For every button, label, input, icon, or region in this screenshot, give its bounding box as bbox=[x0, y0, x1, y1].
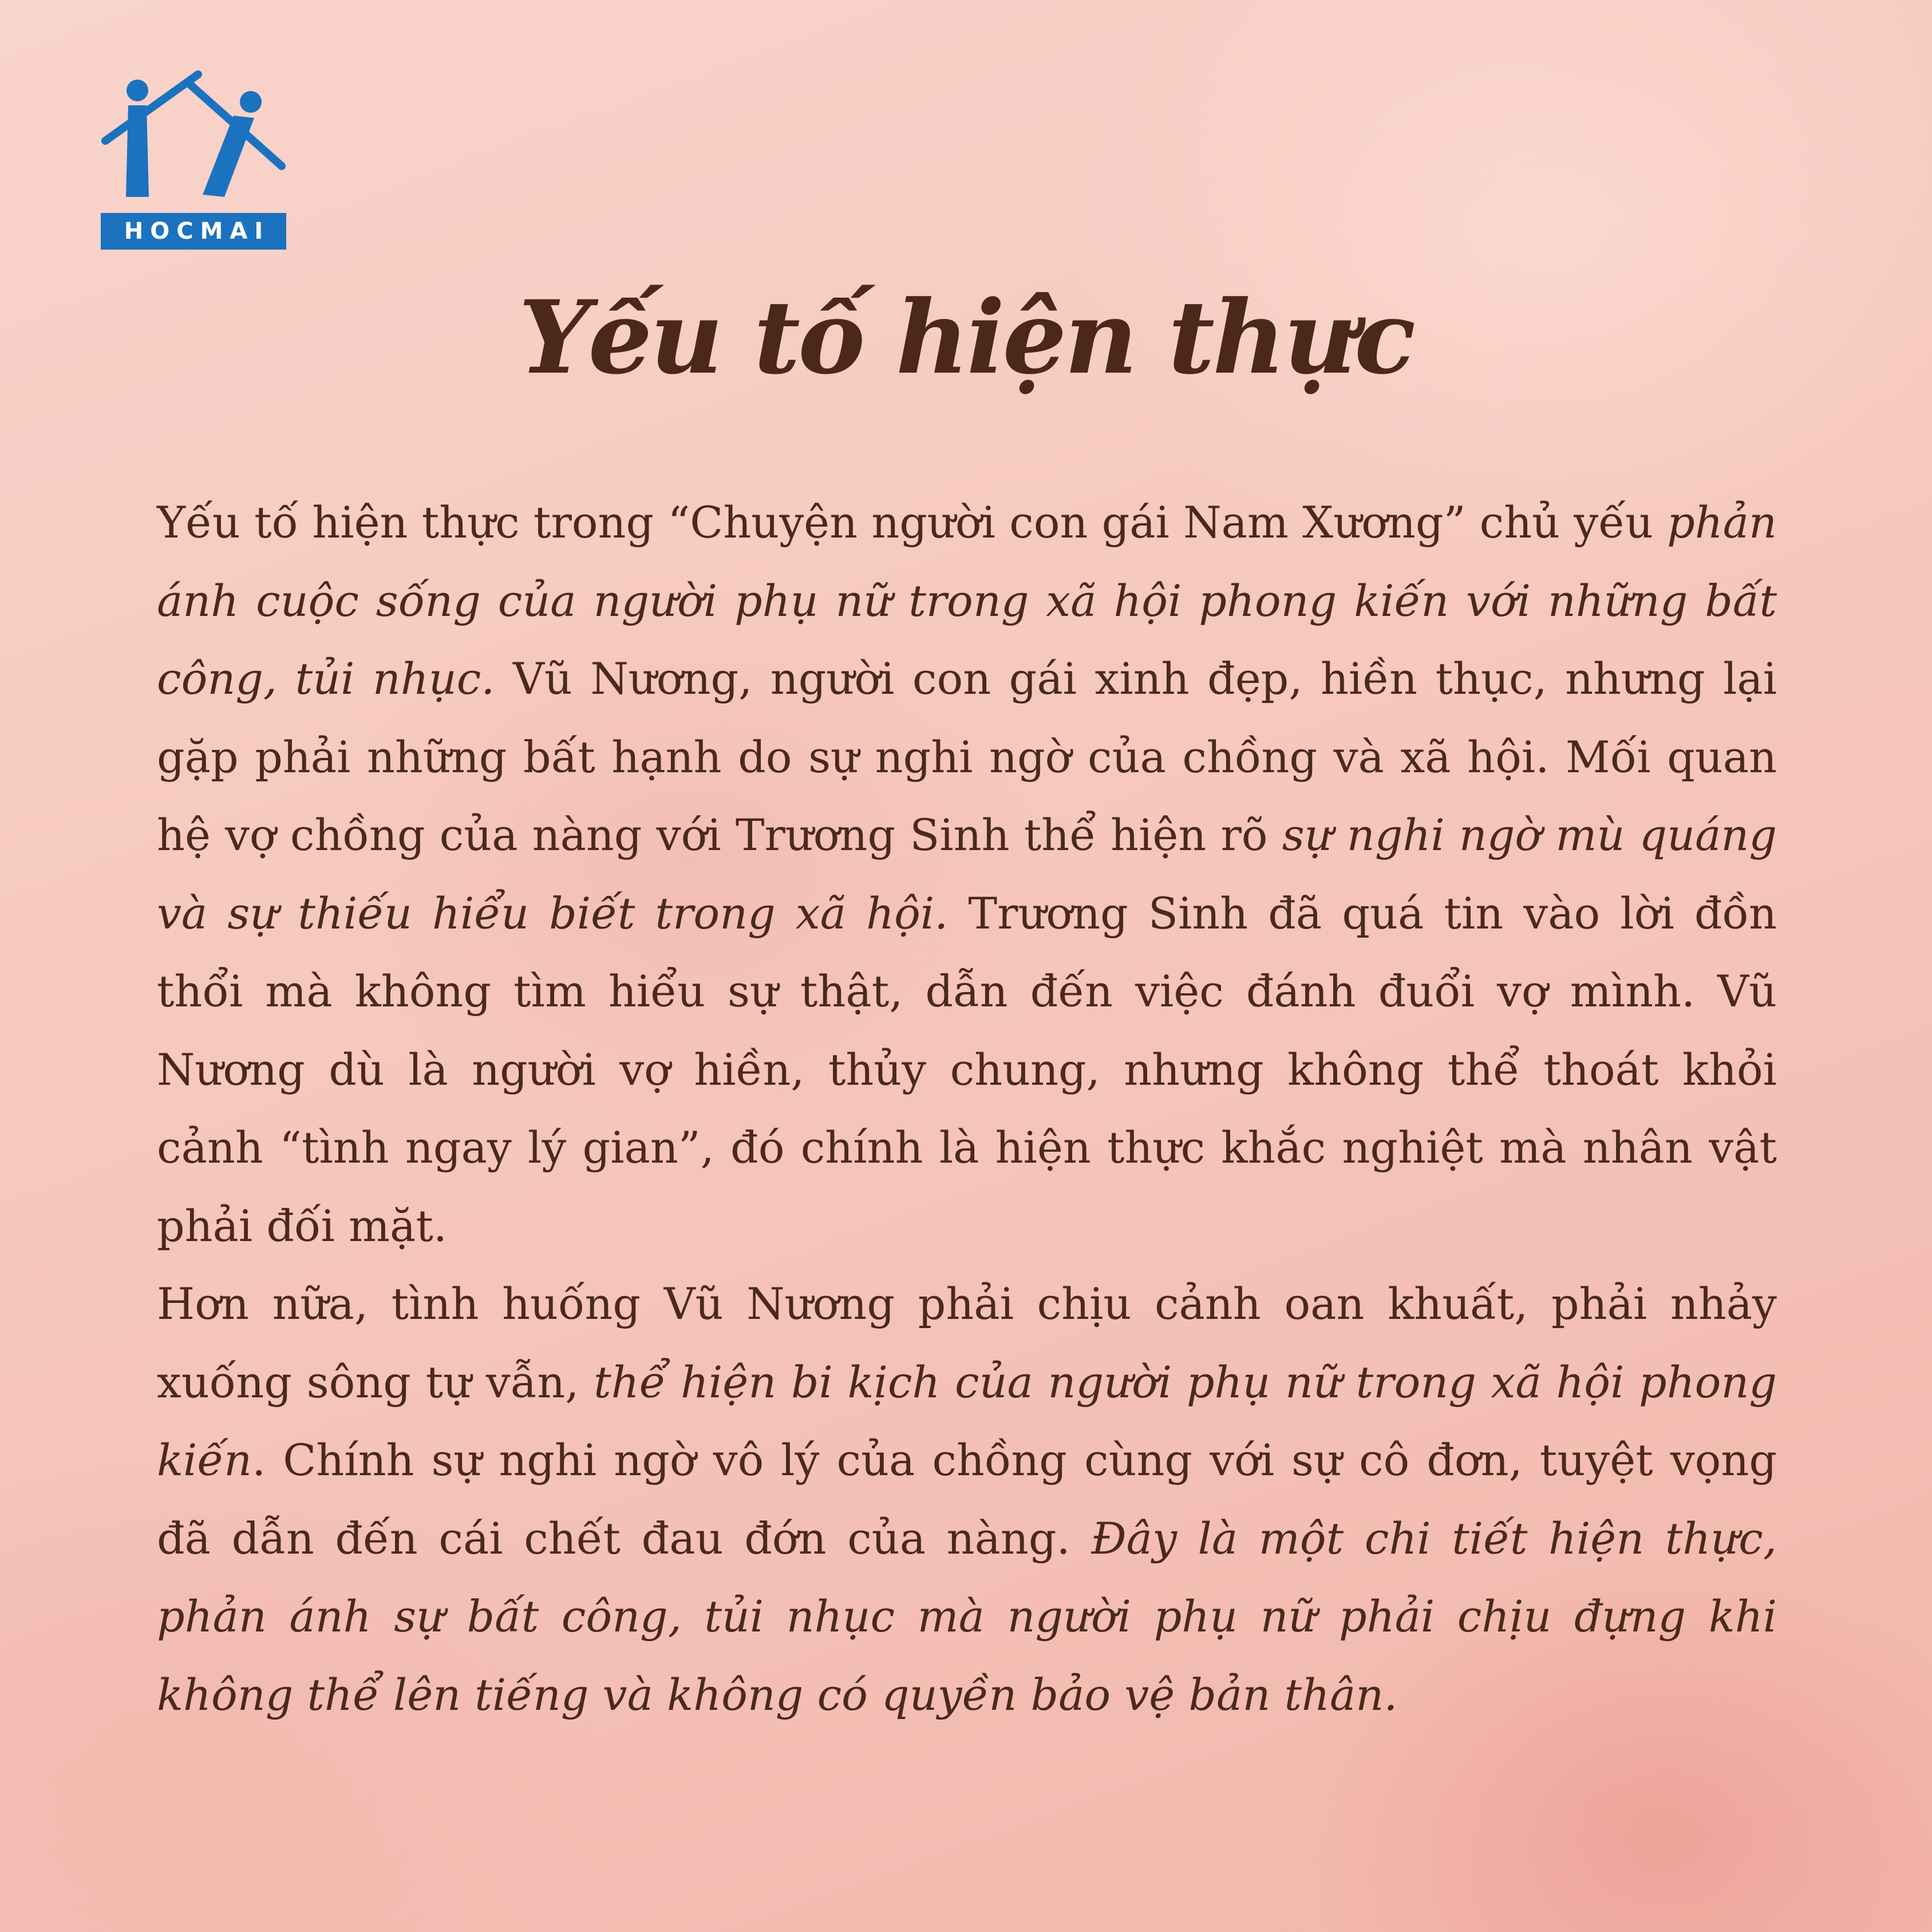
italic-segment: phản ánh cuộc sống của người phụ nữ trong xã hội phong kiến với những bất công, tủi nhục. bbox=[157, 497, 1777, 704]
italic-segment: thể hiện bi kịch của người phụ nữ trong xã hội phong kiến bbox=[157, 1356, 1777, 1485]
text-segment: . Chính sự nghi ngờ vô lý của chồng cùng với sự cô đơn, tuyệt vọng đã dẫn đến cái chết đau đớn của nàng. bbox=[157, 1435, 1777, 1564]
italic-segment: sự nghi ngờ mù quáng và sự thiếu hiểu biết trong xã hội. bbox=[157, 809, 1777, 939]
italic-segment: Đây là một chi tiết hiện thực, phản ánh sự bất công, tủi nhục mà người phụ nữ phải chịu đựng khi không thể lên tiếng và không có quyền bảo vệ bản thân. bbox=[157, 1512, 1777, 1720]
text-segment: Yếu tố hiện thực trong “Chuyện người con gái Nam Xương” chủ yếu bbox=[157, 497, 1668, 548]
text-segment: Hơn nữa, tình huống Vũ Nương phải chịu cảnh oan khuất, phải nhảy xuống sông tự vẫn, bbox=[157, 1278, 1777, 1408]
article-body bbox=[157, 484, 1777, 1734]
text-segment: Trương Sinh đã quá tin vào lời đồn thổi mà không tìm hiểu sự thật, dẫn đến việc đánh đuổi vợ mình. Vũ Nương dù là người vợ hiền, thủy chung, nhưng không thể thoát khỏi cảnh “tình ngay lý gian”, đó chính là hiện thực khắc nghiệt mà nhân vật phải đối mặt. bbox=[157, 887, 1777, 1251]
paragraph-2 bbox=[157, 1265, 1777, 1734]
paragraph-1 bbox=[157, 484, 1777, 1265]
page-title: Yếu tố hiện thực bbox=[518, 278, 1414, 397]
people-figures-icon bbox=[101, 70, 286, 213]
logo-brand-text: HOCMAI bbox=[101, 213, 286, 250]
text-segment: Vũ Nương, người con gái xinh đẹp, hiền thục, nhưng lại gặp phải những bất hạnh do sự nghi ngờ của chồng và xã hội. Mối quan hệ vợ chồng của nàng với Trương Sinh thể hiện rõ bbox=[157, 653, 1777, 860]
hocmai-logo bbox=[101, 70, 286, 250]
